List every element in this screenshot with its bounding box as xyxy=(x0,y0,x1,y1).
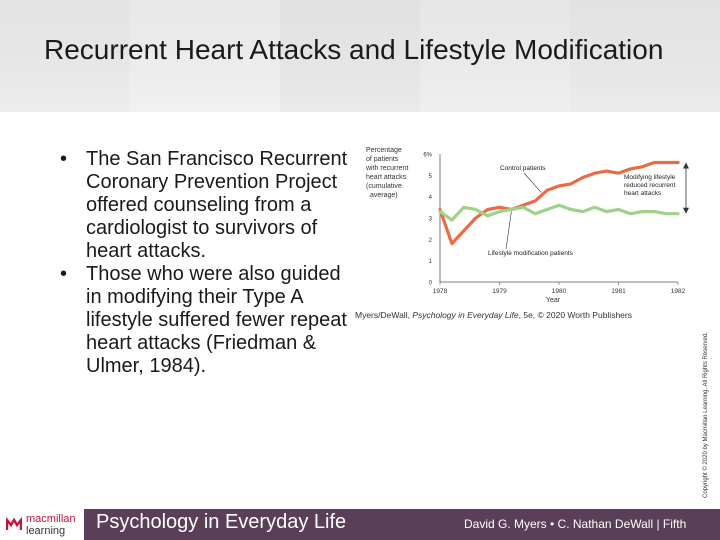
x-tick-label: 1981 xyxy=(611,288,626,295)
y-axis-title-line: Percentage xyxy=(366,147,402,154)
annotation-control-patients: Control patients xyxy=(500,165,546,172)
bullet-marker: • xyxy=(60,148,68,170)
annotation-leader-line xyxy=(524,173,541,192)
x-axis-title: Year xyxy=(545,297,561,304)
annotation-leader-line xyxy=(506,212,511,249)
footer-authors: David G. Myers • C. Nathan DeWall | Fifth xyxy=(464,517,687,531)
credit-prefix: Myers/DeWall, xyxy=(355,310,413,320)
figure-credit xyxy=(355,310,632,320)
y-axis-title-line: (cumulative xyxy=(366,183,402,190)
y-axis-title-line: average) xyxy=(370,192,398,199)
publisher-logo xyxy=(0,509,84,540)
logo-wordmark xyxy=(26,513,76,537)
bullet-text: The San Francisco Recurrent Coronary Prevention Project offered counseling from a cardiologist to survivors of heart attacks. xyxy=(86,148,348,262)
y-tick-label: 0 xyxy=(428,280,432,287)
difference-arrow-head-up xyxy=(683,163,689,169)
footer xyxy=(0,509,720,540)
heart-attack-chart-figure xyxy=(356,132,696,328)
y-tick-label: 1 xyxy=(428,259,432,266)
x-tick-label: 1979 xyxy=(492,288,507,295)
y-tick-label: 4 xyxy=(428,195,432,202)
bullet-list xyxy=(56,148,356,378)
line-chart xyxy=(356,132,696,312)
bullet-marker: • xyxy=(60,263,68,285)
logo-line-1: macmillan xyxy=(26,513,76,525)
x-tick-label: 1978 xyxy=(432,288,448,295)
bullet-item xyxy=(56,263,356,378)
y-axis-title xyxy=(365,147,408,199)
footer-book-title: Psychology in Everyday Life xyxy=(96,511,347,533)
annotation-modifying-lifestyle: reduced recurrent xyxy=(624,182,676,189)
logo-line-2: learning xyxy=(26,525,66,537)
y-axis-title-line: with recurrent xyxy=(366,165,409,172)
bullet-item xyxy=(56,148,356,263)
slide-title: Recurrent Heart Attacks and Lifestyle Modification xyxy=(44,34,664,65)
y-tick-label: 5 xyxy=(428,173,432,180)
x-tick-label: 1980 xyxy=(551,288,567,295)
credit-book-title: Psychology in Everyday Life xyxy=(412,310,519,320)
y-axis-title-line: heart attacks xyxy=(366,174,407,181)
y-axis-title-line: of patients xyxy=(366,156,399,163)
x-tick-label: 1982 xyxy=(670,288,686,295)
bullet-text: Those who were also guided in modifying their Type A lifestyle suffered fewer repeat heart attacks (Friedman & Ulmer, 1984). xyxy=(86,263,347,377)
annotation-lifestyle-patients: Lifestyle modification patients xyxy=(488,250,573,257)
annotation-modifying-lifestyle: Modifying lifestyle xyxy=(624,174,676,181)
macmillan-logo-icon xyxy=(6,516,22,532)
difference-arrow-head-down xyxy=(683,208,689,214)
y-tick-label: 3 xyxy=(428,216,432,223)
vertical-copyright: Copyright © 2020 by Macmillan Learning. All Rights Reserved. xyxy=(703,332,709,498)
annotation-modifying-lifestyle: heart attacks xyxy=(624,190,662,197)
y-tick-label: 6% xyxy=(423,152,432,159)
credit-suffix: , 5e, © 2020 Worth Publishers xyxy=(518,310,632,320)
y-tick-label: 2 xyxy=(428,237,432,244)
